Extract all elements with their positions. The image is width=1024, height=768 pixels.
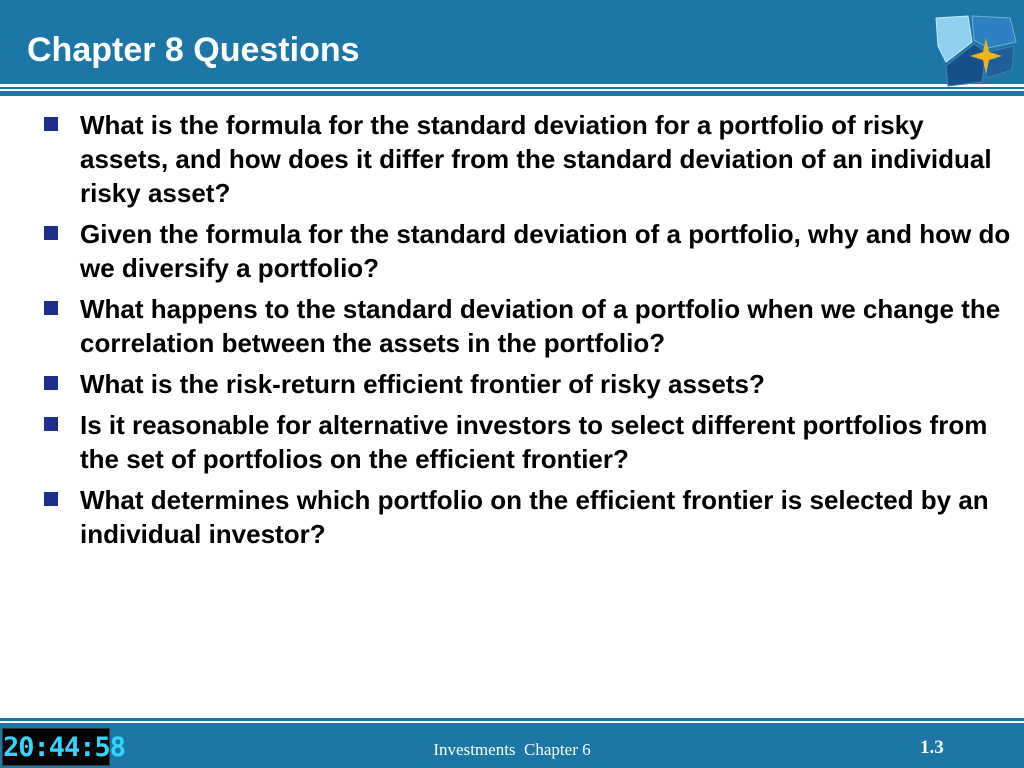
square-bullet-icon [44, 376, 58, 390]
question-item [38, 408, 1018, 476]
slide-footer [0, 716, 1024, 768]
question-item [38, 292, 1018, 360]
question-item [38, 483, 1018, 551]
header-rule-top [0, 84, 1024, 87]
footer-rule-top [0, 716, 1024, 718]
square-bullet-icon [44, 117, 58, 131]
question-text: What happens to the standard deviation of a portfolio when we change the correlation between the assets in the portfolio? [80, 294, 1001, 358]
slide-body [38, 108, 1018, 558]
header-rule-bottom [0, 89, 1024, 91]
footer-caption: Investments Chapter 6 [433, 740, 591, 759]
question-item [38, 108, 1018, 210]
footer-rule-bottom [0, 721, 1024, 723]
question-text: Given the formula for the standard deviation of a portfolio, why and how do we diversify a portfolio? [80, 219, 1011, 283]
question-text: What is the formula for the standard deviation for a portfolio of risky assets, and how does it differ from the standard deviation of an individual risky asset? [80, 110, 992, 208]
square-bullet-icon [44, 226, 58, 240]
question-text: What is the risk-return efficient frontier of risky assets? [80, 369, 765, 399]
logo-icon [928, 12, 1020, 92]
page-number: 1.3 [920, 737, 944, 758]
square-bullet-icon [44, 301, 58, 315]
square-bullet-icon [44, 492, 58, 506]
question-item [38, 217, 1018, 285]
clock-display: 20:44:58 [2, 728, 110, 766]
question-text: Is it reasonable for alternative investors to select different portfolios from the set of portfolios on the efficient frontier? [80, 410, 988, 474]
slide-title: Chapter 8 Questions [27, 31, 360, 69]
question-list [38, 108, 1018, 551]
question-text: What determines which portfolio on the efficient frontier is selected by an individual investor? [80, 485, 989, 549]
question-item [38, 367, 1018, 401]
slide-header [0, 0, 1024, 96]
square-bullet-icon [44, 417, 58, 431]
